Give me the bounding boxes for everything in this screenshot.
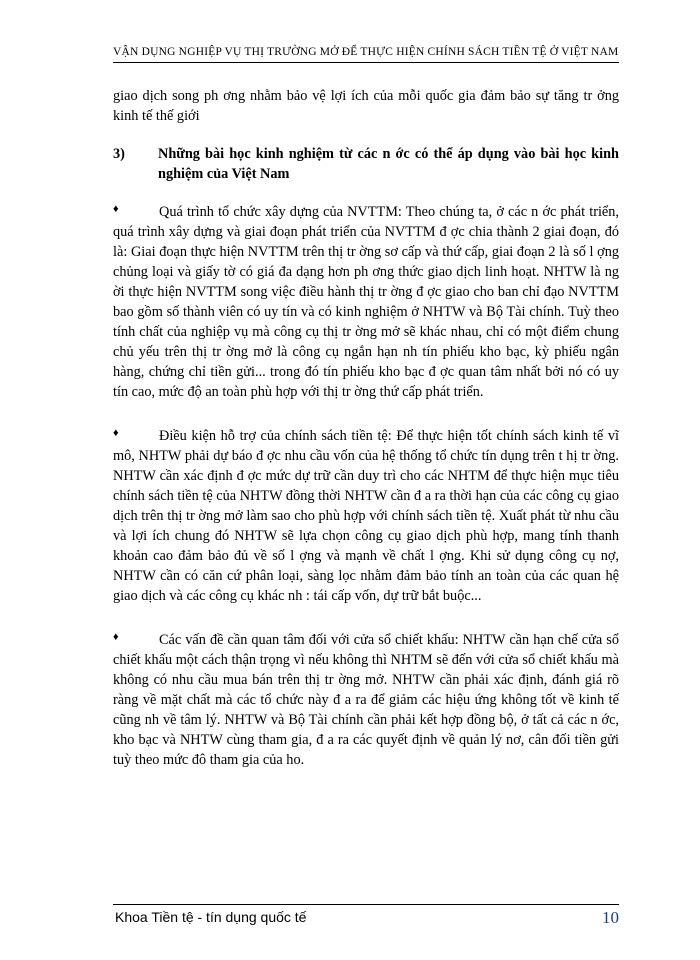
bullet-paragraph xyxy=(113,630,619,770)
bullet-paragraph xyxy=(113,202,619,402)
bullet-text: Điều kiện hỗ trợ của chính sách tiền tệ: Để thực hiện tốt chính sách kinh tế vĩ mô, NHTW phải dự báo đ ợc nhu cầu vốn của hệ thống tổ chức tín dụng trên t hị tr ờng. NHTW cần xác định đ ợc mức dự trữ cần duy trì cho các NHTM để thực hiện mục tiêu chính sách tiền tệ của NHTW đồng thời NHTW cần đ a ra thời hạn của các công cụ giao dịch trên thị tr ờng mở làm sao cho phù hợp với chính sách tiền tệ. Xuất phát từ nhu cầu và lợi ích chung đó NHTW sẽ lựa chọn công cụ giao dịch phù hợp, mang tính thanh khoản cao đảm bảo đủ về số l ợng và mạnh về chất l ợng. Khi sử dụng công cụ nợ, NHTW cần có căn cứ phân loại, sàng lọc nhằm đảm bảo tính an toàn của các quan hệ giao dịch và các công cụ khác nh : tái cấp vốn, dự trữ bắt buộc... xyxy=(113,428,619,604)
page-footer xyxy=(113,904,619,933)
bullet-text: Quá trình tổ chức xây dựng của NVTTM: Theo chúng ta, ở các n ớc phát triển, quá trình xây dựng và giai đoạn phát triển của NVTTM đ ợc chia thành 2 giai đoạn, đó là: Giai đoạn thực hiện NVTTM trên thị tr ờng sơ cấp và thứ cấp, giai đoạn 2 là số l ợng chủng loại và giấy tờ có giá đa dạng hơn ph ơng thức giao dịch linh hoạt. NHTW là ng ời thực hiện NVTTM song việc điều hành thị tr ờng đ ợc giao cho ban chỉ đạo NVTTM bao gồm số thành viên có uy tín và có kinh nghiệm ở NHTW và Bộ Tài chính. Tuỳ theo tính chất của nghiệp vụ mà công cụ thị tr ờng mở sẽ khác nhau, chỉ có một điểm chung chủ yếu trên thị tr ờng mở là công cụ ngắn hạn nh tín phiếu kho bạc, kỳ phiếu ngân hàng, chứng chỉ tiền gửi... trong đó tín phiếu kho bạc đ ợc quan tâm nhất bởi nó có uy tín cao, mức độ an toàn phù hợp với thị tr ờng thứ cấp phát triển. xyxy=(113,204,619,400)
section-title: Những bài học kinh nghiệm từ các n ớc có thể áp dụng vào bài học kinh nghiệm của Việt Nam xyxy=(158,146,619,182)
page-number: 10 xyxy=(602,908,619,927)
section-heading xyxy=(113,144,619,184)
bullet-paragraph xyxy=(113,426,619,606)
section-number: 3) xyxy=(113,146,125,162)
page-header xyxy=(113,46,619,63)
intro-paragraph: giao dịch song ph ơng nhằm bảo vệ lợi ích của mỗi quốc gia đảm bảo sự tăng tr ởng kinh tế thế giới xyxy=(113,88,619,124)
bullet-text: Các vấn đề cần quan tâm đối với cửa sổ chiết khấu: NHTW cần hạn chế cửa sổ chiết khấu một cách thận trọng vì nếu không thì NHTM sẽ đến với cửa sổ chiết khấu mà không có nhu cầu mua bán trên thị tr ờng mở. NHTW cần phải xác định, đánh giá rõ ràng về mặt chất mà các tổ chức này đ a ra để giảm các hiệu ứng không tốt về kinh tế cũng nh về tâm lý. NHTW và Bộ Tài chính cần phải kết hợp đồng bộ, ở tất cả các n ớc, kho bạc và NHTW cùng tham gia, đ a ra các quyết định về quản lý nơ, cân đối tiền gửi tuỳ theo mức đô tham gia của ho. xyxy=(113,632,619,768)
diamond-bullet-icon: ♦ xyxy=(113,203,119,215)
page-content xyxy=(113,86,619,794)
footer-text: Khoa Tiền tệ - tín dụng quốc tế xyxy=(115,909,307,925)
running-title: VẬN DỤNG NGHIỆP VỤ THỊ TRƯỜNG MỞ ĐỂ THỰC HIỆN CHÍNH SÁCH TIỀN TỆ Ở VIỆT NAM xyxy=(113,46,619,58)
diamond-bullet-icon: ♦ xyxy=(113,427,119,439)
diamond-bullet-icon: ♦ xyxy=(113,631,119,643)
